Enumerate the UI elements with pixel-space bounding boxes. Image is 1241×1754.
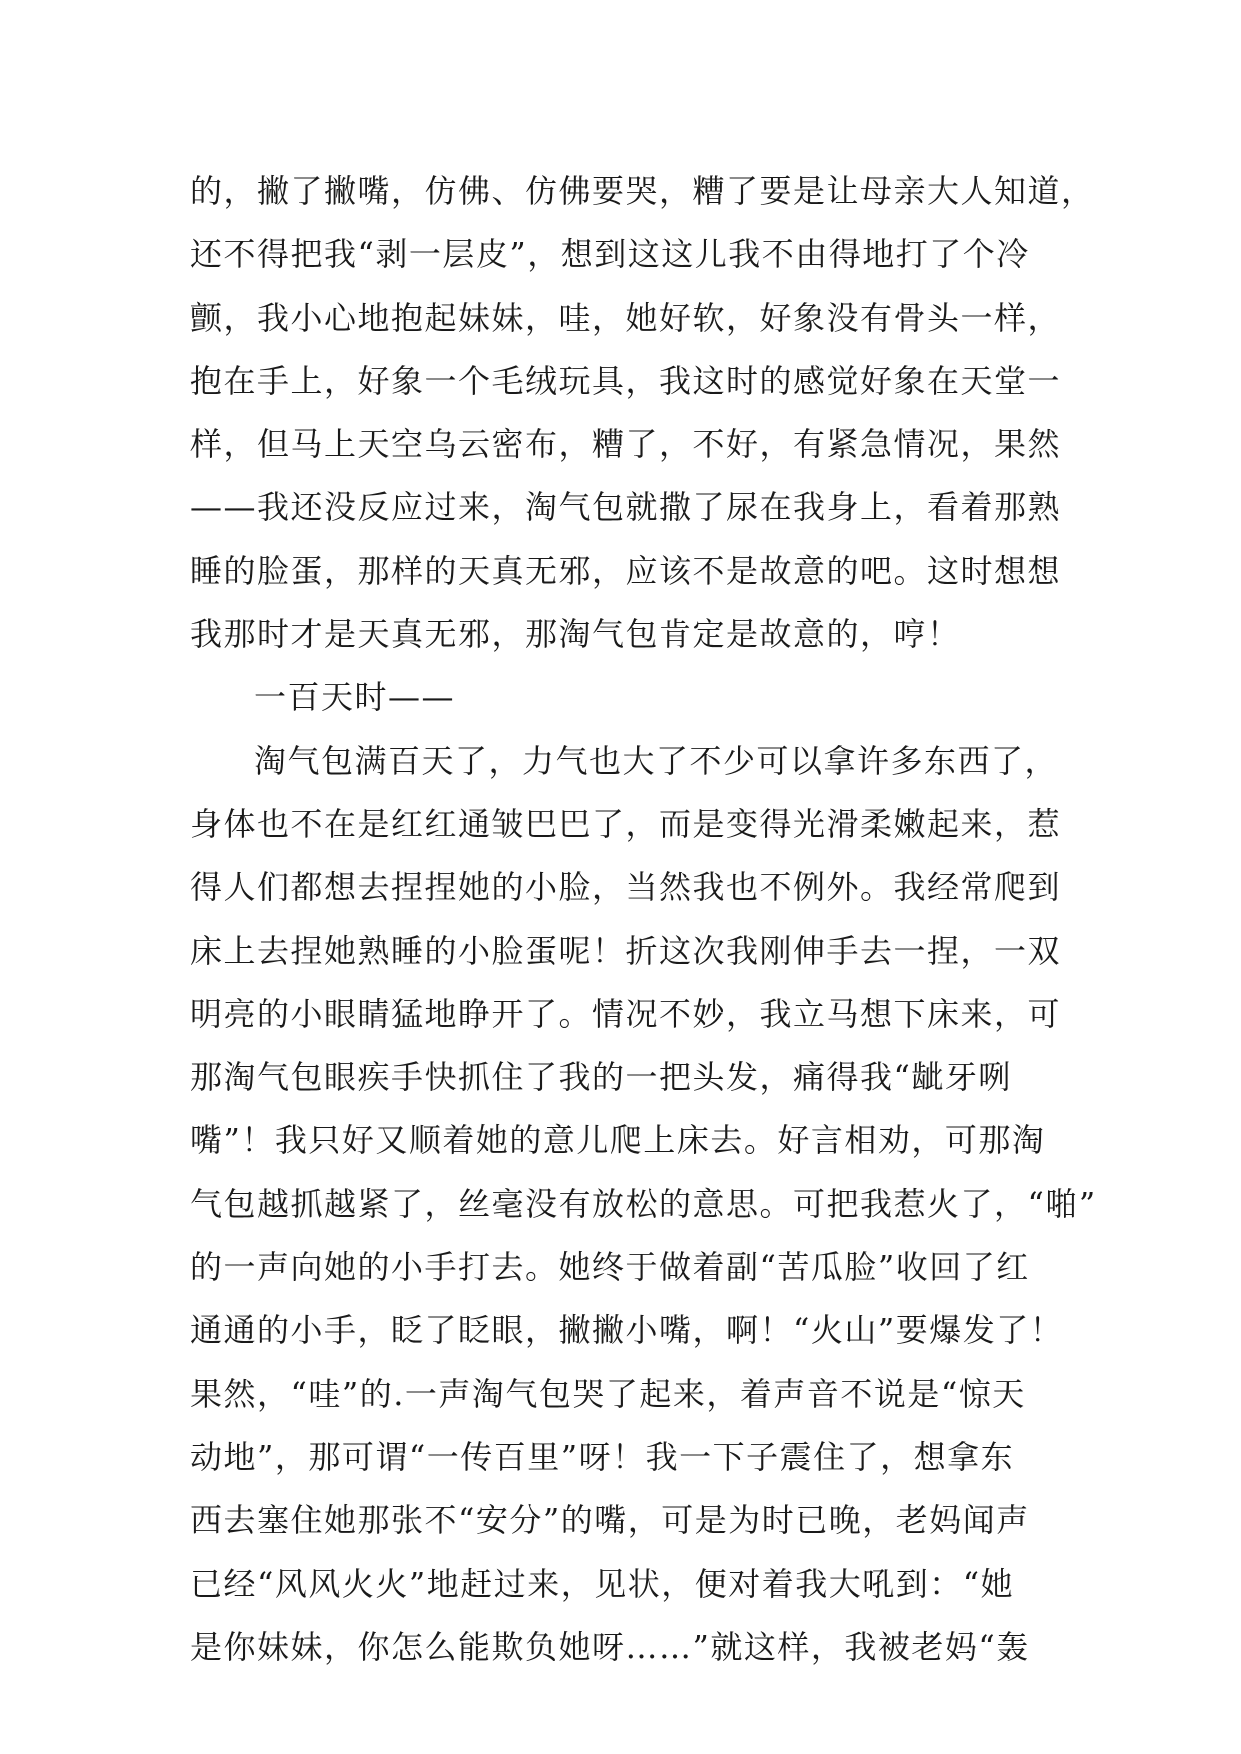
- text-line: 的，撇了撇嘴，仿佛、仿佛要哭，糟了要是让母亲大人知道，: [190, 172, 1095, 210]
- text-line: 得人们都想去捏捏她的小脸，当然我也不例外。我经常爬到: [190, 868, 1062, 907]
- text-line: 嘴”！我只好又顺着她的意儿爬上床去。好言相劝，可那淘: [190, 1121, 1046, 1160]
- text-line: 身体也不在是红红通皱巴巴了，而是变得光滑柔嫩起来，惹: [190, 804, 1062, 843]
- body-text: [190, 160, 1097, 1679]
- text-line: ——我还没反应过来，淘气包就撒了尿在我身上，看着那熟: [190, 488, 1062, 527]
- text-line: 我那时才是天真无邪，那淘气包肯定是故意的，哼！: [190, 615, 961, 654]
- text-line: 那淘气包眼疾手快抓住了我的一把头发，痛得我“龇牙咧: [190, 1058, 1012, 1097]
- text-line: 还不得把我“剥一层皮”，想到这这儿我不由得地打了个冷: [190, 235, 1030, 274]
- text-line: 明亮的小眼睛猛地睁开了。情况不妙，我立马想下床来，可: [190, 994, 1062, 1033]
- text-line: 气包越抓越紧了，丝毫没有放松的意思。可把我惹火了，“啪”: [190, 1184, 1097, 1223]
- section-heading: 一百天时——: [254, 678, 456, 717]
- text-line: 颤，我小心地抱起妹妹，哇，她好软，好象没有骨头一样，: [190, 298, 1062, 337]
- text-line: 是你妹妹，你怎么能欺负她呀……”就这样，我被老妈“轰: [190, 1627, 1030, 1666]
- text-line: 通通的小手，眨了眨眼，撇撇小嘴，啊！“火山”要爆发了！: [190, 1311, 1064, 1350]
- text-line: 果然，“哇”的.一声淘气包哭了起来，着声音不说是“惊天: [190, 1374, 1026, 1413]
- text-line: 样，但马上天空乌云密布，糟了，不好，有紧急情况，果然: [190, 425, 1062, 464]
- text-line: 动地”，那可谓“一传百里”呀！我一下子震住了，想拿东: [190, 1437, 1015, 1476]
- text-line: 抱在手上，好象一个毛绒玩具，我这时的感觉好象在天堂一: [190, 361, 1062, 400]
- text-line: 床上去捏她熟睡的小脸蛋呢！折这次我刚伸手去一捏，一双: [190, 931, 1062, 970]
- text-line: 西去塞住她那张不“安分”的嘴，可是为时已晚，老妈闻声: [190, 1501, 1030, 1540]
- text-line: 的一声向她的小手打去。她终于做着副“苦瓜脸”收回了红: [190, 1248, 1030, 1287]
- paragraph-start-line: 淘气包满百天了，力气也大了不少可以拿许多东西了，: [254, 741, 1059, 780]
- text-line: 已经“风风火火”地赶过来，见状，便对着我大吼到：“她: [190, 1564, 1015, 1603]
- text-line: 睡的脸蛋，那样的天真无邪，应该不是故意的吧。这时想想: [190, 551, 1062, 590]
